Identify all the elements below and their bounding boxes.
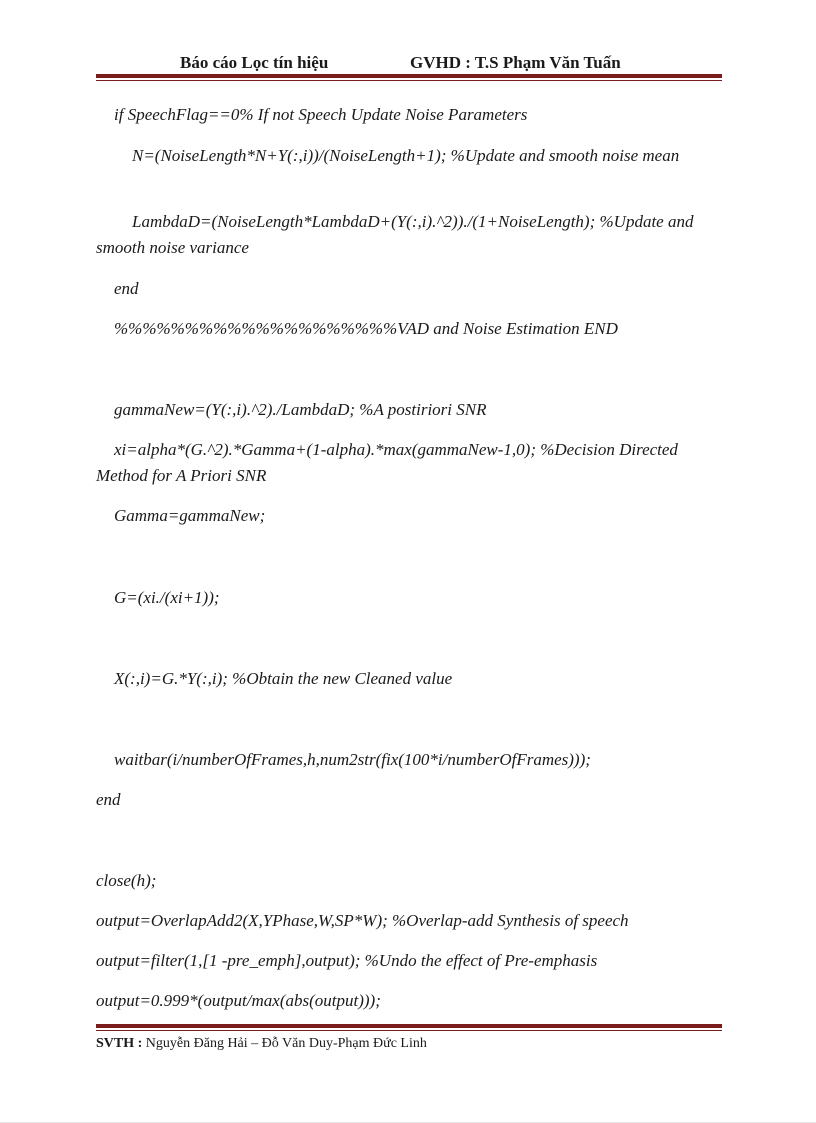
page-footer	[96, 1036, 427, 1052]
code-line: output=0.999*(output/max(abs(output)));	[96, 991, 381, 1010]
footer-divider	[96, 1024, 722, 1031]
code-line: output=filter(1,[1 -pre_emph],output); %Undo the effect of Pre-emphasis	[96, 951, 598, 970]
header-divider	[96, 74, 722, 81]
code-line: X(:,i)=G.*Y(:,i); %Obtain the new Cleaned value	[114, 669, 453, 688]
code-line: end	[114, 279, 139, 298]
report-title: Báo cáo Lọc tín hiệu	[180, 53, 329, 72]
code-line: gammaNew=(Y(:,i).^2)./LambdaD; %A postiriori SNR	[114, 400, 487, 419]
code-line: close(h);	[96, 871, 157, 890]
code-line: end	[96, 790, 121, 809]
code-line: N=(NoiseLength*N+Y(:,i))/(NoiseLength+1); %Update and smooth noise mean	[132, 146, 680, 165]
code-line: %%%%%%%%%%%%%%%%%%%%VAD and Noise Estimation END	[114, 319, 618, 338]
code-line: waitbar(i/numberOfFrames,h,num2str(fix(100*i/numberOfFrames)));	[114, 750, 591, 769]
code-line: LambdaD=(NoiseLength*LambdaD+(Y(:,i).^2))./(1+NoiseLength); %Update and smooth noise variance	[96, 212, 694, 257]
code-line: output=OverlapAdd2(X,YPhase,W,SP*W); %Overlap-add Synthesis of speech	[96, 911, 629, 930]
footer-authors: Nguyễn Đăng Hải – Đỗ Văn Duy-Phạm Đức Linh	[145, 1036, 427, 1051]
code-line: Gamma=gammaNew;	[114, 506, 266, 525]
footer-label: SVTH :	[96, 1036, 146, 1051]
code-line: G=(xi./(xi+1));	[114, 588, 220, 607]
code-line: if SpeechFlag==0% If not Speech Update Noise Parameters	[114, 105, 528, 124]
supervisor-label: GVHD : T.S Phạm Văn Tuấn	[410, 53, 621, 72]
code-line: xi=alpha*(G.^2).*Gamma+(1-alpha).*max(gammaNew-1,0); %Decision Directed Method for A Priori SNR	[96, 440, 678, 485]
